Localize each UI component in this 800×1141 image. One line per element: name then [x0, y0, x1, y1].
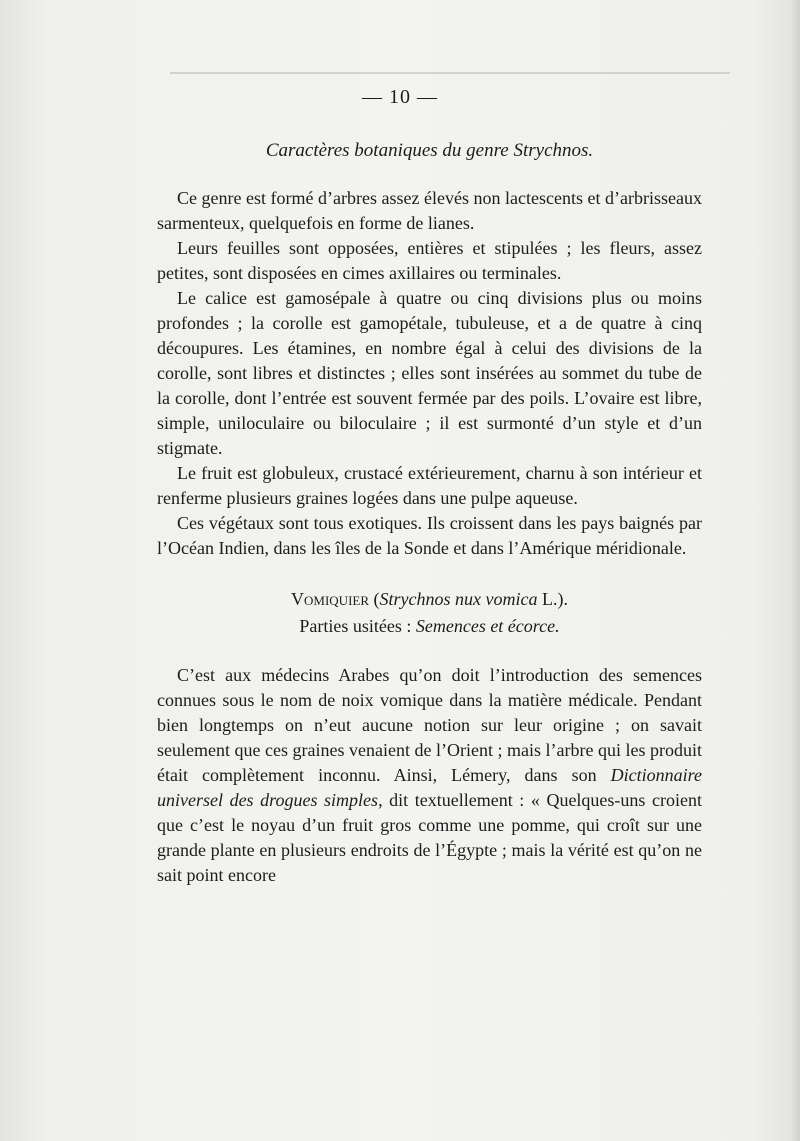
page-edge-shadow: [790, 0, 800, 1141]
top-rule: [170, 72, 730, 74]
history-text-end: , dit textuellement : « Quelques-uns croient que c’est le noyau d’un fruit gros comme une pomme, qui croît sur une grande plante en plusieurs endroits de l’Égypte ; mais la vérité est qu’on ne sait point encore: [157, 790, 702, 885]
parts-used-label: Parties usitées :: [299, 616, 416, 636]
history-text-start: C’est aux médecins Arabes qu’on doit l’introduction des semences connues sous le nom de noix vomique dans la matière médicale. Pendant bien longtemps on n’eut aucune notion sur leur origine ; on savait seulement que ces graines venaient de l’Orient ; mais l’arbre qui les produit était complètement inconnu. Ainsi, Lémery, dans son: [157, 665, 702, 785]
paragraph-calyx-corolla: Le calice est gamosépale à quatre ou cinq divisions plus ou moins profondes ; la corolle est gamopétale, tubuleuse, et a de quatre à cinq découpures. Les étamines, en nombre égal à celui des divisions de la corolle, sont libres et distinctes ; elles sont insérées au sommet du tube de la corolle, dont l’entrée est souvent fermée par des poils. L’ovaire est libre, simple, uniloculaire ou biloculaire ; il est surmonté d’un style et d’un stigmate.: [157, 288, 702, 458]
parts-used-value: Semences et écorce.: [415, 616, 560, 636]
page-number: — 10 —: [362, 86, 438, 108]
paragraph-genre-description: Ce genre est formé d’arbres assez élevés non lactescents et d’arbrisseaux sarmenteux, quelquefois en forme de lianes.: [157, 188, 702, 233]
section-heading: Caractères botaniques du genre Strychnos.: [265, 140, 594, 161]
text-block: [157, 138, 702, 888]
paragraph-history: [157, 663, 702, 888]
paragraph-leaves-flowers: Leurs feuilles sont opposées, entières et stipulées ; les fleurs, assez petites, sont disposées en cimes axillaires ou terminales.: [157, 238, 702, 283]
spacer: [157, 561, 702, 587]
species-common-name: Vomiquier: [291, 589, 370, 609]
species-heading: [157, 587, 702, 612]
species-authority: L.).: [537, 589, 568, 609]
species-latin-name: Strychnos nux vomica: [379, 589, 538, 609]
species-open-paren: (: [369, 589, 380, 609]
paragraph-distribution: Ces végétaux sont tous exotiques. Ils croissent dans les pays baignés par l’Océan Indien, dans les îles de la Sonde et dans l’Amérique méridionale.: [157, 513, 702, 558]
spacer: [157, 639, 702, 663]
parts-used-line: [157, 614, 702, 639]
paragraph-fruit: Le fruit est globuleux, crustacé extérieurement, charnu à son intérieur et renferme plusieurs graines logées dans une pulpe aqueuse.: [157, 463, 702, 508]
cited-work-title: Dictionnaire universel des drogues simples: [157, 765, 702, 810]
